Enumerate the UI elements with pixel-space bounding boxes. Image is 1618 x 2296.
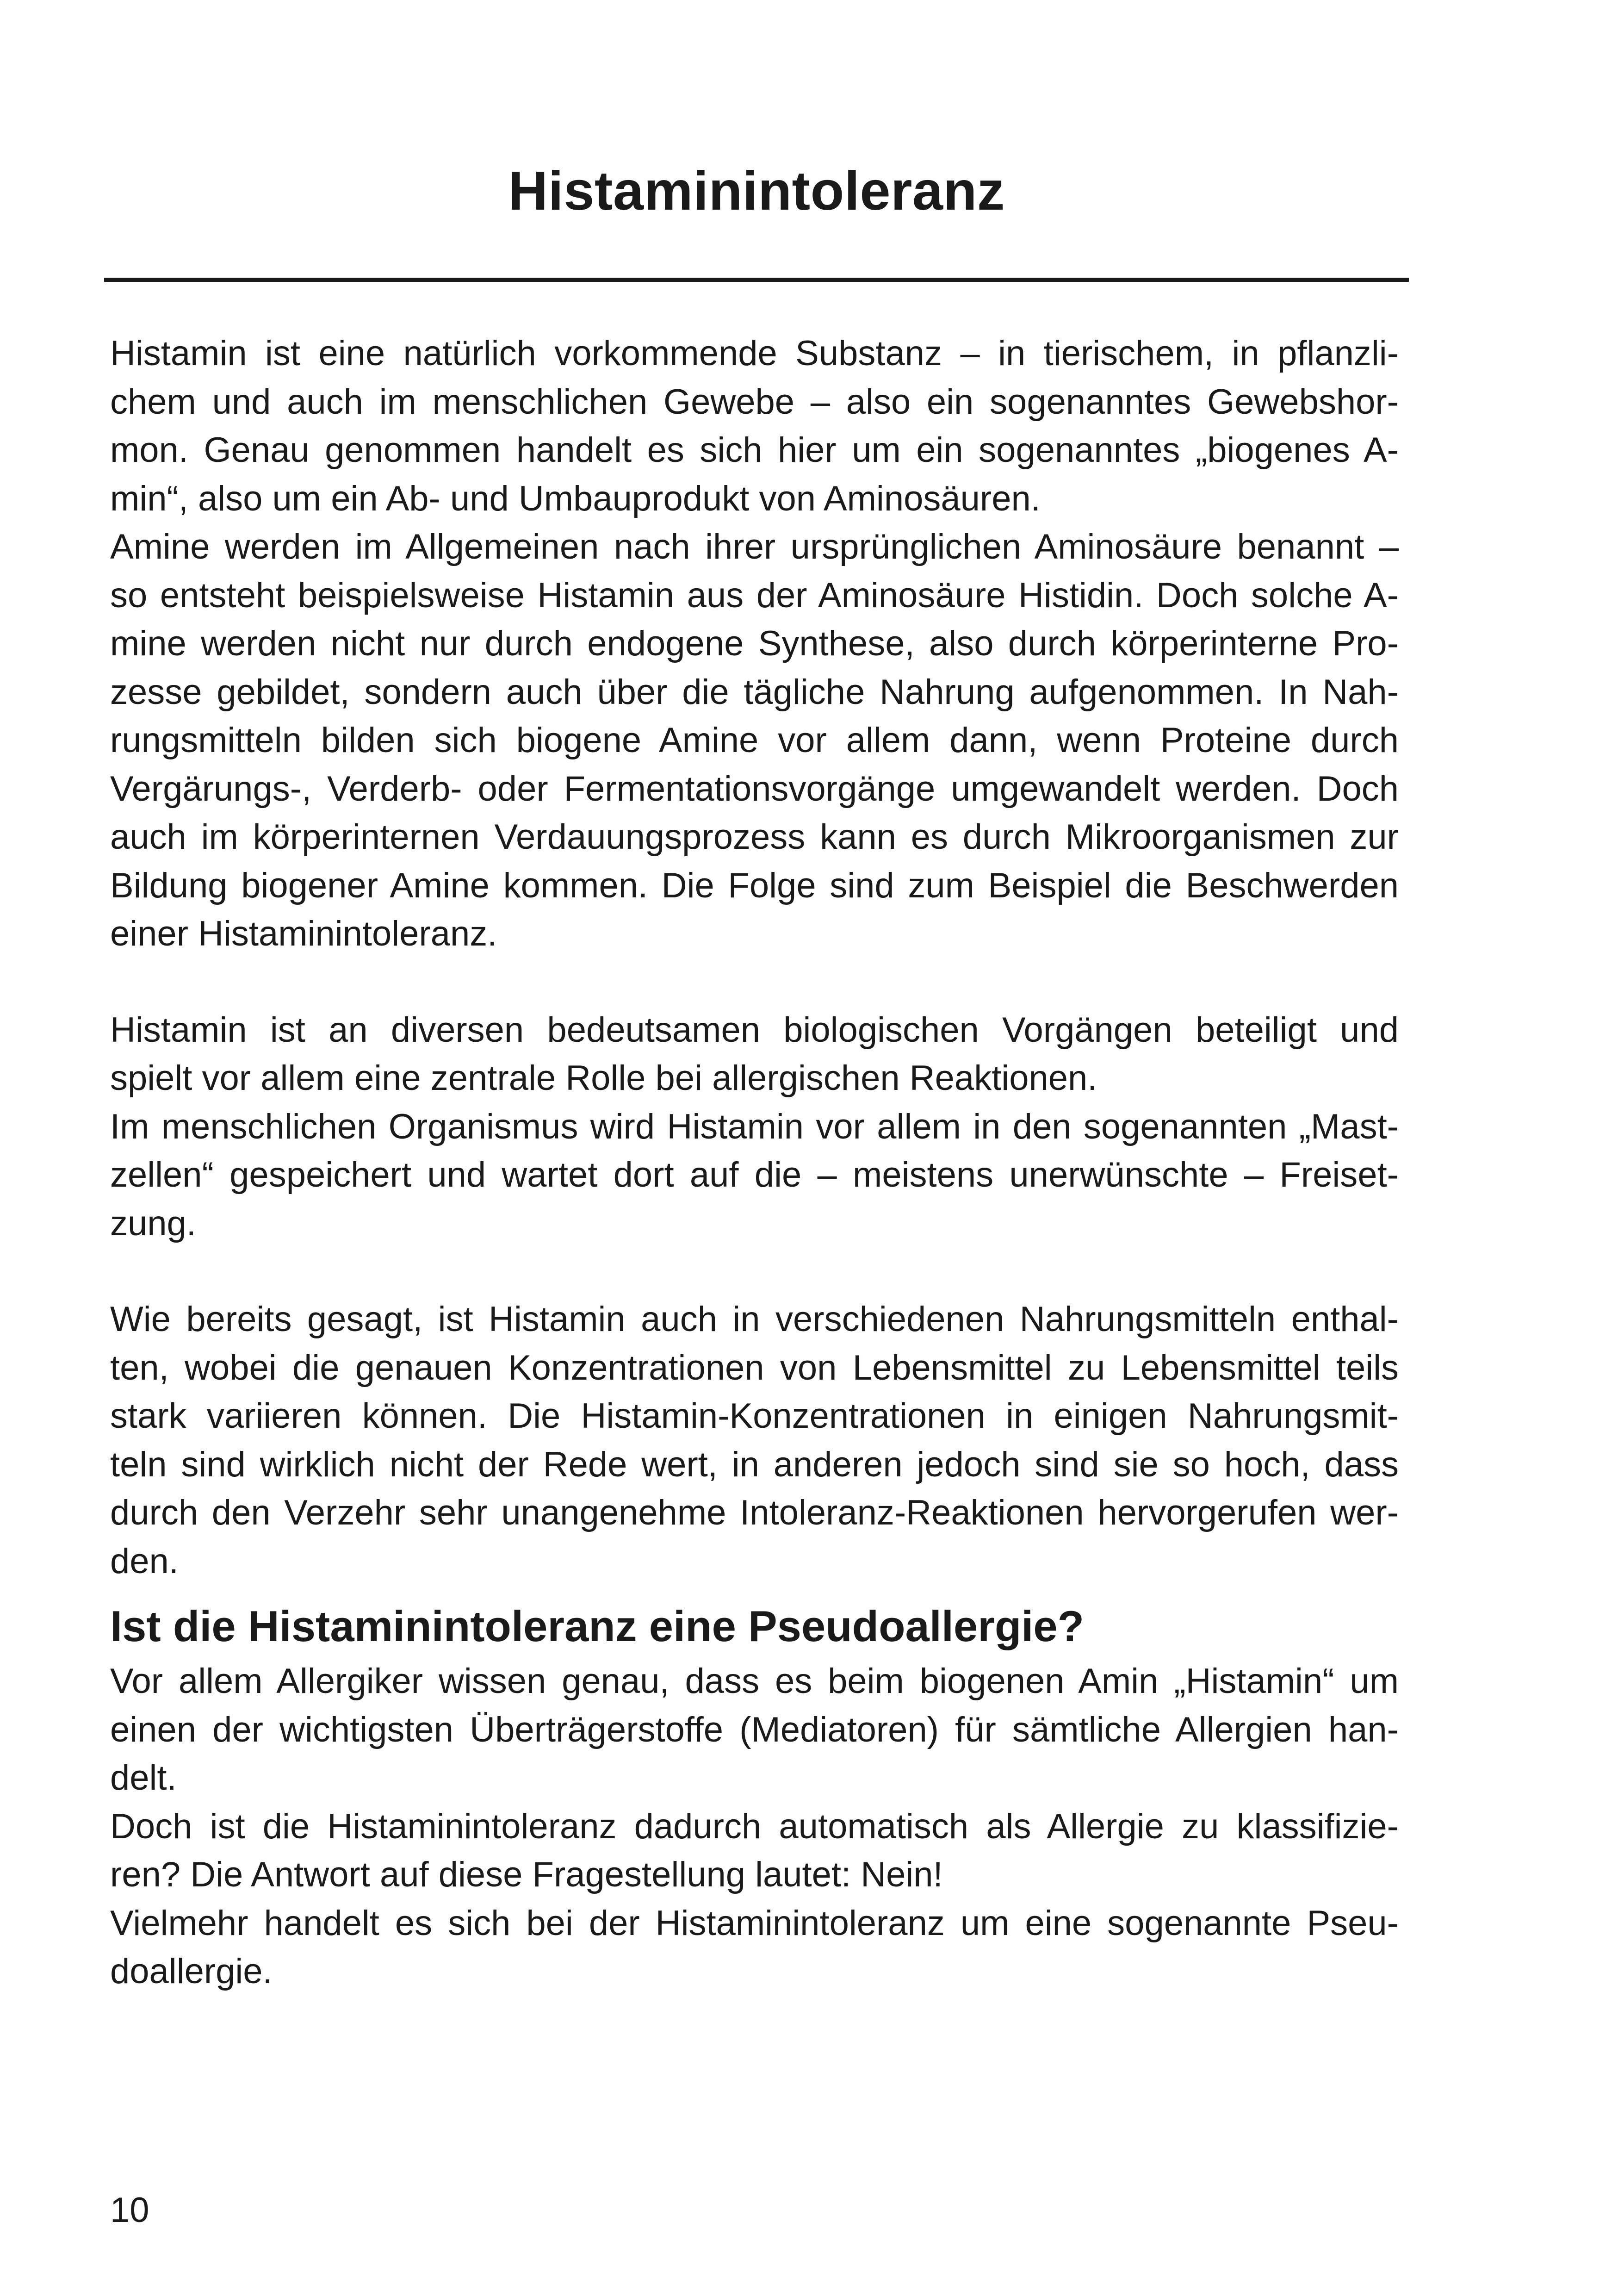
page-number: 10 [110,2190,149,2230]
body-line: Vielmehr handelt es sich bei der Histaminintoleranz um eine sogenannte Pseu- [110,1903,1399,1943]
body-line: mine werden nicht nur durch endogene Synthese, also durch körperinterne Pro- [110,624,1399,663]
body-line: zellen“ gespeichert und wartet dort auf die – meistens unerwünschte – Freiset- [110,1155,1399,1195]
body-line: spielt vor allem eine zentrale Rolle bei allergischen Reaktionen. [110,1058,1097,1098]
body-line: chem und auch im menschlichen Gewebe – also ein sogenanntes Gewebshor- [110,382,1399,422]
page-body [110,330,1399,1996]
body-line: min“, also um ein Ab- und Umbauprodukt von Aminosäuren. [110,479,1041,518]
body-line: Vergärungs-, Verderb- oder Fermentationsvorgänge umgewandelt werden. Doch [110,769,1399,809]
body-line: rungsmitteln bilden sich biogene Amine vor allem dann, wenn Proteine durch [110,721,1399,760]
body-line: doallergie. [110,1952,273,1991]
body-line: auch im körperinternen Verdauungsprozess kann es durch Mikroorganismen zur [110,817,1399,857]
body-line: zesse gebildet, sondern auch über die tägliche Nahrung aufgenommen. In Nah- [110,672,1399,712]
body-line: durch den Verzehr sehr unangenehme Intoleranz-Reaktionen hervorgerufen wer- [110,1493,1399,1532]
paragraph-gap [110,1248,1399,1295]
body-line: teln sind wirklich nicht der Rede wert, in anderen jedoch sind sie so hoch, dass [110,1444,1399,1484]
body-line: stark variieren können. Die Histamin-Konzentrationen in einigen Nahrungsmit- [110,1396,1399,1436]
body-line: Histamin ist an diversen bedeutsamen biologischen Vorgängen beteiligt und [110,1010,1399,1050]
body-line: ren? Die Antwort auf diese Fragestellung lautet: Nein! [110,1855,943,1894]
body-line: Doch ist die Histaminintoleranz dadurch automatisch als Allergie zu klassifizie- [110,1806,1399,1846]
body-line: Amine werden im Allgemeinen nach ihrer ursprünglichen Aminosäure benannt – [110,527,1399,566]
paragraph-gap [110,958,1399,1006]
page-title: Histaminintoleranz [508,160,1005,222]
body-line: zung. [110,1203,196,1243]
body-line: Im menschlichen Organismus wird Histamin vor allem in den sogenannten „Mast- [110,1107,1399,1146]
body-line: mon. Genau genommen handelt es sich hier um ein sogenanntes „biogenes A- [110,430,1399,470]
body-line: einer Histaminintoleranz. [110,914,497,953]
body-line: ten, wobei die genauen Konzentrationen von Lebensmittel zu Lebensmittel teils [110,1348,1399,1388]
body-line: Bildung biogener Amine kommen. Die Folge sind zum Beispiel die Beschwerden [110,865,1399,905]
body-line: Vor allem Allergiker wissen genau, dass es beim biogenen Amin „Histamin“ um [110,1661,1399,1701]
section-heading: Ist die Histaminintoleranz eine Pseudoallergie? [110,1602,1085,1650]
body-line: den. [110,1541,179,1581]
body-line: so entsteht beispielsweise Histamin aus der Aminosäure Histidin. Doch solche A- [110,575,1399,615]
title-rule [104,278,1409,282]
body-line: einen der wichtigsten Überträgerstoffe (Mediatoren) für sämtliche Allergien han- [110,1710,1399,1749]
body-line: Wie bereits gesagt, ist Histamin auch in verschiedenen Nahrungsmitteln enthal- [110,1300,1399,1339]
body-line: Histamin ist eine natürlich vorkommende Substanz – in tierischem, in pflanzli- [110,334,1399,373]
body-line: delt. [110,1758,177,1798]
